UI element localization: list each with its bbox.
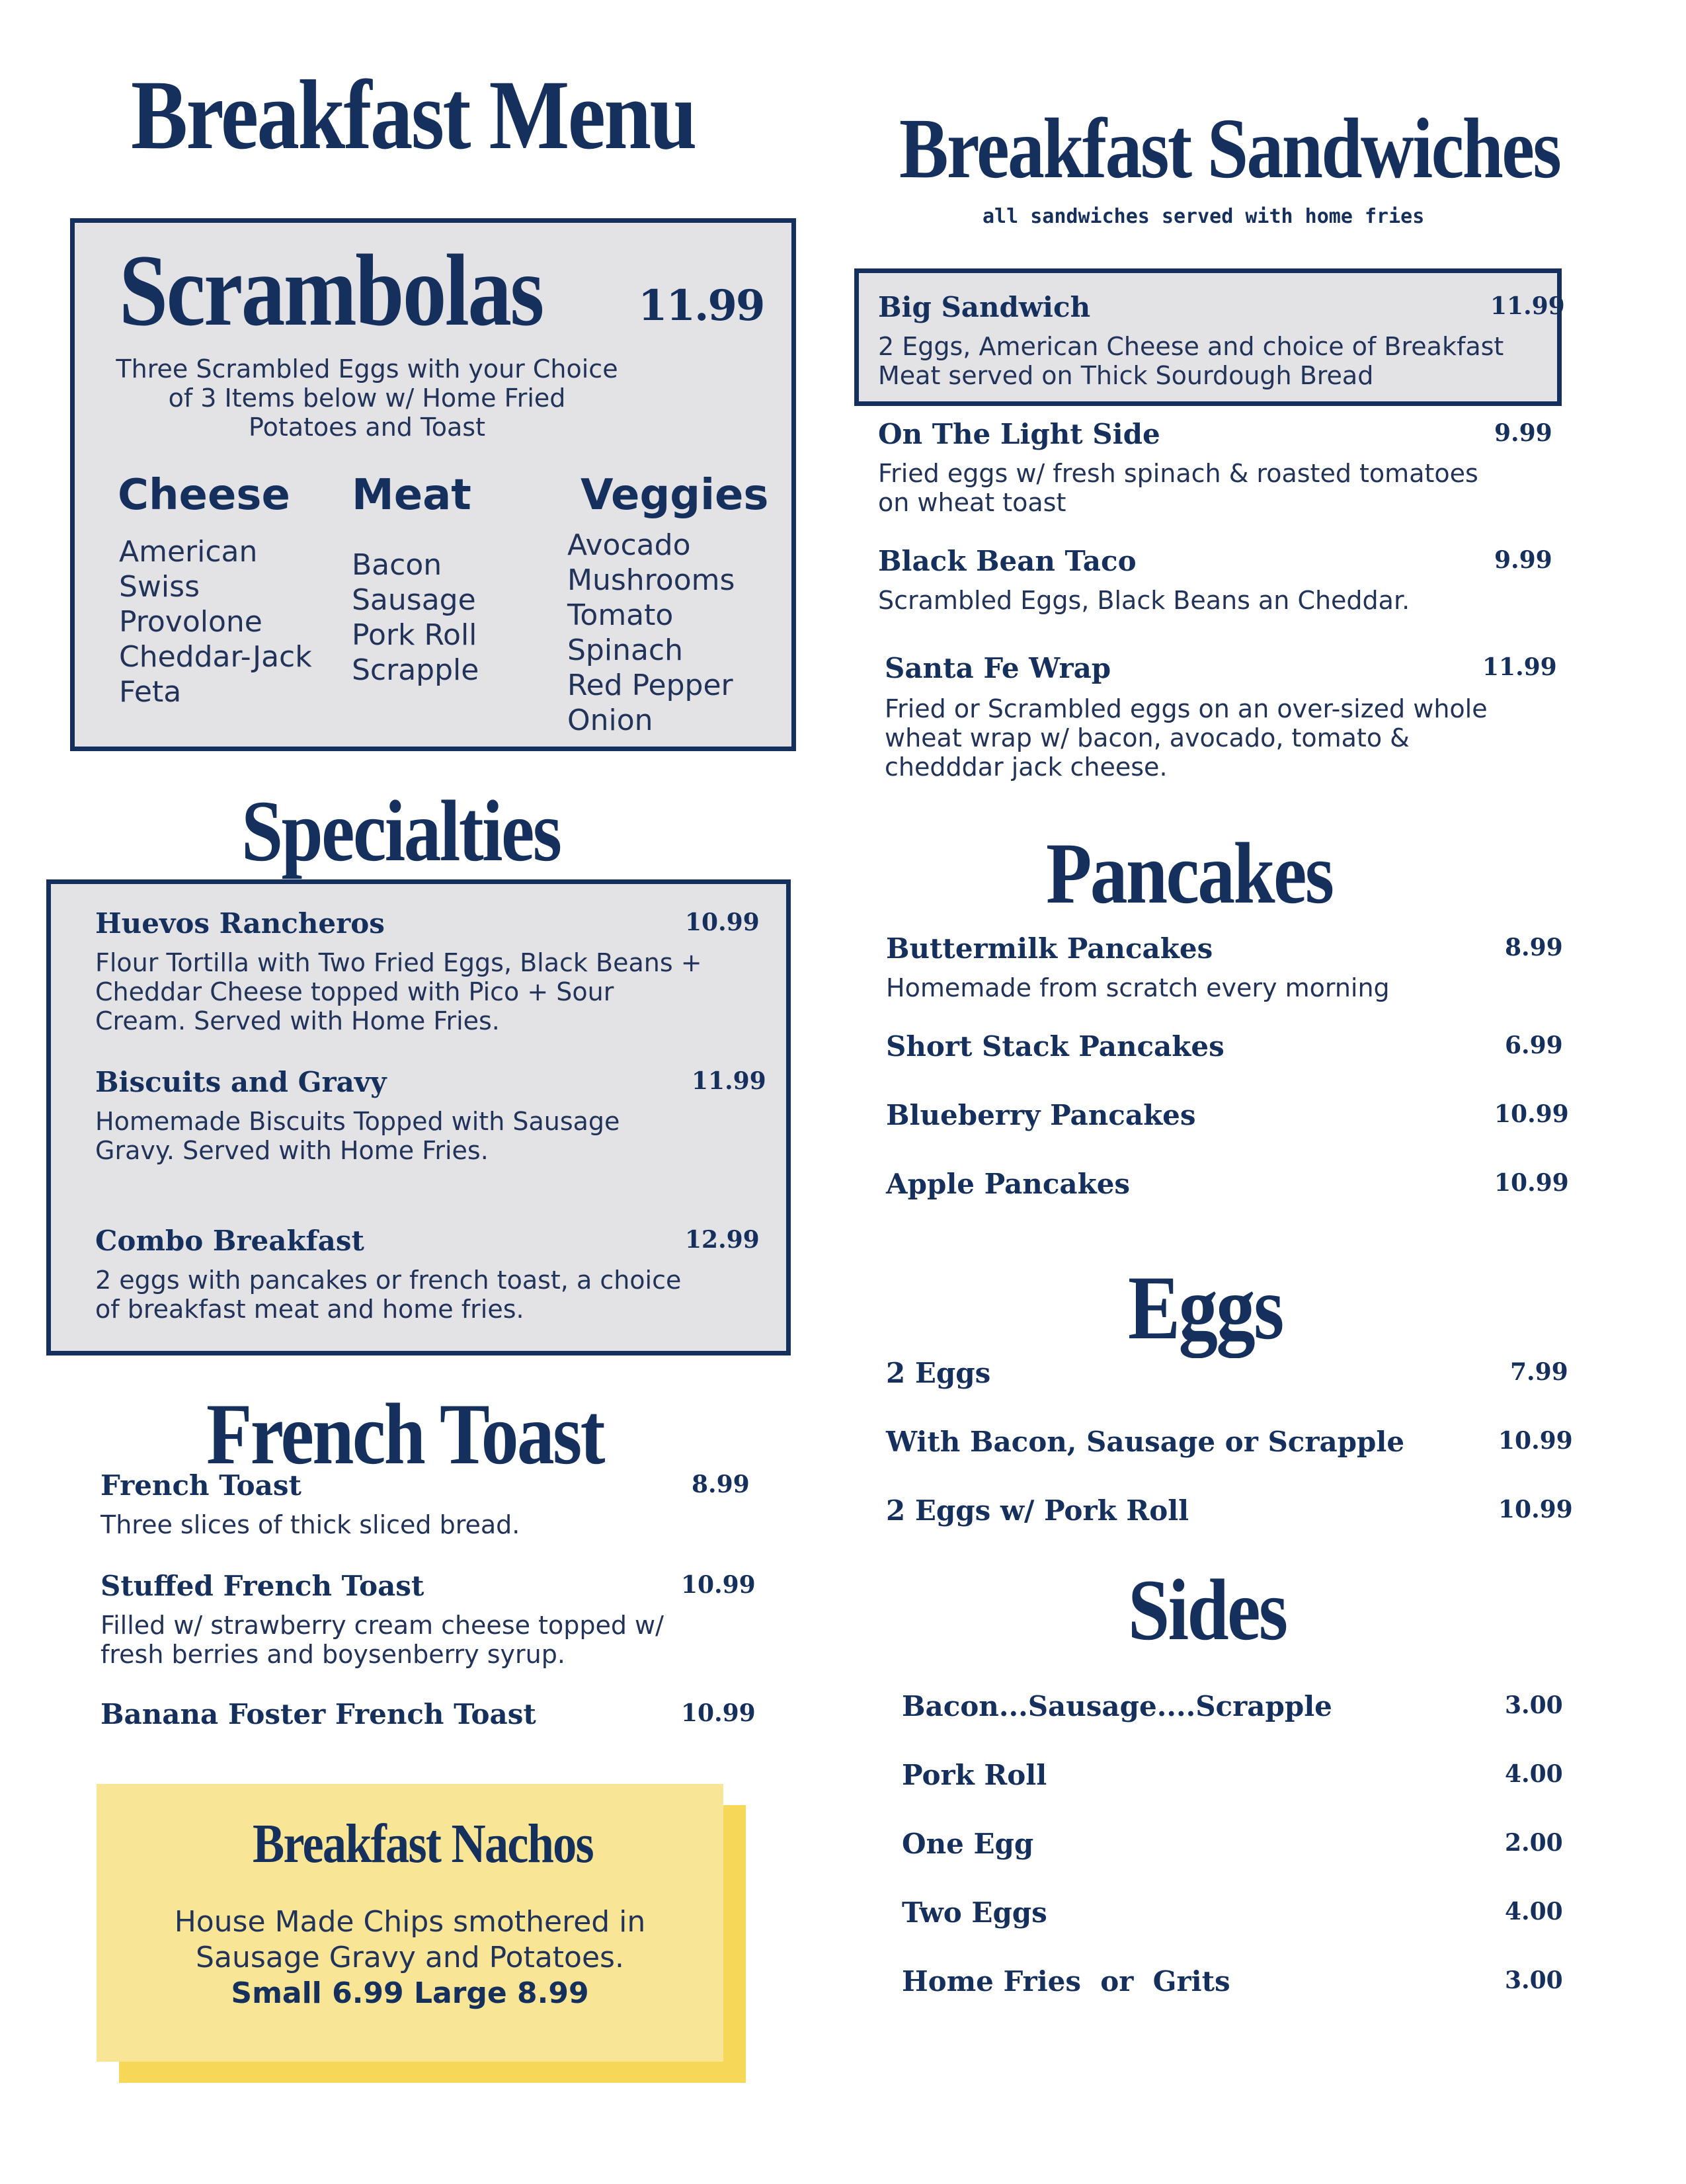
specialty-description <box>95 948 702 1035</box>
pancake-description: Homemade from scratch every morning <box>886 973 1390 1002</box>
sandwich-desc-line: 2 Eggs, American Cheese and choice of Breakfast <box>878 332 1504 361</box>
page-title: Breakfast Menu <box>131 60 696 170</box>
side-price: 2.00 <box>1505 1829 1563 1857</box>
sides-title: Sides <box>1128 1561 1287 1658</box>
eggs-item-name: 2 Eggs <box>886 1357 991 1389</box>
french-toast-item-price: 10.99 <box>681 1571 756 1599</box>
sandwich-name: Black Bean Taco <box>878 545 1137 577</box>
sandwich-desc-line: Scrambled Eggs, Black Beans an Cheddar. <box>878 586 1410 615</box>
scrambolas-description <box>93 354 641 442</box>
veggies-list <box>567 528 735 738</box>
cheese-option: Feta <box>119 675 182 709</box>
eggs-item-price: 7.99 <box>1510 1358 1568 1386</box>
pancake-price: 10.99 <box>1494 1100 1569 1128</box>
french-toast-item-description <box>100 1611 664 1669</box>
specialty-name: Biscuits and Gravy <box>95 1066 387 1098</box>
sandwich-desc-line: on wheat toast <box>878 488 1066 517</box>
veggies-heading: Veggies <box>581 471 769 520</box>
pancake-price: 8.99 <box>1505 934 1563 961</box>
cheese-option: Swiss <box>119 570 200 604</box>
meat-heading: Meat <box>352 471 471 520</box>
meat-option: Bacon <box>352 548 442 582</box>
specialty-description <box>95 1266 681 1324</box>
pancake-name: Apple Pancakes <box>886 1168 1131 1200</box>
scrambolas-price: 11.99 <box>638 281 764 331</box>
specialty-price: 10.99 <box>685 909 760 936</box>
eggs-item-price: 10.99 <box>1498 1427 1573 1455</box>
french-toast-item-name: Banana Foster French Toast <box>100 1698 536 1730</box>
cheese-option: American <box>119 535 258 569</box>
french-toast-item-name: French Toast <box>100 1469 301 1502</box>
french-toast-title: French Toast <box>206 1385 604 1482</box>
sandwich-description <box>878 332 1504 390</box>
eggs-title: Eggs <box>1128 1257 1283 1358</box>
meat-option: Pork Roll <box>352 618 477 652</box>
veggie-option: Mushrooms <box>567 563 735 597</box>
specialty-price: 11.99 <box>692 1067 766 1095</box>
pancake-name: Short Stack Pancakes <box>886 1030 1224 1063</box>
pancakes-title: Pancakes <box>1046 825 1333 922</box>
sandwich-price: 9.99 <box>1494 546 1552 574</box>
veggie-option: Red Pepper <box>567 668 733 702</box>
side-price: 4.00 <box>1505 1898 1563 1925</box>
meat-option: Sausage <box>352 583 476 617</box>
sandwich-desc-line: Fried or Scrambled eggs on an over-sized whole <box>885 694 1488 723</box>
side-name: Bacon...Sausage....Scrapple <box>902 1690 1332 1722</box>
side-price: 3.00 <box>1505 1966 1563 1994</box>
sandwich-price: 11.99 <box>1482 653 1557 681</box>
french-toast-desc-line: Three slices of thick sliced bread. <box>100 1510 520 1539</box>
specialty-desc-line: of breakfast meat and home fries. <box>95 1295 524 1324</box>
sandwich-description <box>885 694 1488 782</box>
sandwich-desc-line: chedddar jack cheese. <box>885 752 1168 782</box>
sandwich-price: 11.99 <box>1490 292 1565 320</box>
side-name: Two Eggs <box>902 1896 1047 1929</box>
veggie-option: Spinach <box>567 633 684 667</box>
sandwich-desc-line: wheat wrap w/ bacon, avocado, tomato & <box>885 723 1410 752</box>
cheese-list <box>119 534 312 709</box>
specialty-desc-line: Gravy. Served with Home Fries. <box>95 1136 489 1165</box>
scrambolas-desc-line: Potatoes and Toast <box>249 413 485 442</box>
specialty-desc-line: Flour Tortilla with Two Fried Eggs, Black Beans + <box>95 948 702 977</box>
sandwiches-title: Breakfast Sandwiches <box>899 101 1560 196</box>
cheese-heading: Cheese <box>118 471 290 520</box>
sandwich-description <box>878 586 1410 615</box>
specialty-name: Combo Breakfast <box>95 1225 364 1257</box>
meat-option: Scrapple <box>352 653 479 687</box>
nachos-sizes: Small 6.99 Large 8.99 <box>231 1976 589 2010</box>
side-price: 4.00 <box>1505 1760 1563 1788</box>
side-name: Home Fries or Grits <box>902 1965 1230 1998</box>
nachos-title: Breakfast Nachos <box>253 1813 593 1875</box>
scrambolas-desc-line: of 3 Items below w/ Home Fried <box>168 384 566 413</box>
pancake-name: Buttermilk Pancakes <box>886 932 1213 965</box>
eggs-item-name: With Bacon, Sausage or Scrapple <box>886 1426 1405 1458</box>
sandwich-price: 9.99 <box>1494 419 1552 447</box>
french-toast-item-price: 10.99 <box>681 1699 756 1727</box>
sandwich-description <box>878 459 1478 517</box>
side-name: Pork Roll <box>902 1759 1047 1791</box>
sandwich-name: Big Sandwich <box>878 291 1091 323</box>
side-name: One Egg <box>902 1828 1034 1860</box>
nachos-desc-line: House Made Chips smothered in <box>174 1905 646 1939</box>
specialty-desc-line: Homemade Biscuits Topped with Sausage <box>95 1107 620 1136</box>
french-toast-item-description <box>100 1510 520 1539</box>
french-toast-item-name: Stuffed French Toast <box>100 1570 424 1602</box>
specialty-price: 12.99 <box>685 1226 760 1254</box>
scrambolas-title: Scrambolas <box>119 233 543 347</box>
sandwich-name: On The Light Side <box>878 418 1160 450</box>
sandwich-desc-line: Fried eggs w/ fresh spinach & roasted tomatoes <box>878 459 1478 488</box>
cheese-option: Provolone <box>119 605 262 639</box>
scrambolas-desc-line: Three Scrambled Eggs with your Choice <box>116 354 618 384</box>
nachos-description <box>97 1904 723 2011</box>
cheese-option: Cheddar-Jack <box>119 640 312 674</box>
meat-list <box>352 547 479 688</box>
sandwich-desc-line: Meat served on Thick Sourdough Bread <box>878 361 1374 390</box>
specialties-title: Specialties <box>241 782 561 879</box>
specialty-desc-line: 2 eggs with pancakes or french toast, a choice <box>95 1266 682 1295</box>
side-price: 3.00 <box>1505 1691 1563 1719</box>
specialty-desc-line: Cream. Served with Home Fries. <box>95 1006 500 1035</box>
french-toast-desc-line: Filled w/ strawberry cream cheese topped w/ <box>100 1611 664 1640</box>
veggie-option: Onion <box>567 704 653 737</box>
specialty-description <box>95 1107 620 1165</box>
sandwiches-subtitle: all sandwiches served with home fries <box>983 205 1425 228</box>
pancake-price: 10.99 <box>1494 1169 1569 1197</box>
veggie-option: Avocado <box>567 528 691 562</box>
specialty-name: Huevos Rancheros <box>95 907 385 940</box>
nachos-desc-line: Sausage Gravy and Potatoes. <box>196 1941 624 1974</box>
pancake-price: 6.99 <box>1505 1031 1563 1059</box>
french-toast-desc-line: fresh berries and boysenberry syrup. <box>100 1640 565 1669</box>
french-toast-item-price: 8.99 <box>692 1471 750 1498</box>
eggs-item-price: 10.99 <box>1498 1496 1573 1523</box>
veggie-option: Tomato <box>567 598 674 632</box>
sandwich-name: Santa Fe Wrap <box>885 652 1111 684</box>
pancake-name: Blueberry Pancakes <box>886 1099 1196 1131</box>
specialty-desc-line: Cheddar Cheese topped with Pico + Sour <box>95 977 614 1006</box>
eggs-item-name: 2 Eggs w/ Pork Roll <box>886 1494 1189 1527</box>
